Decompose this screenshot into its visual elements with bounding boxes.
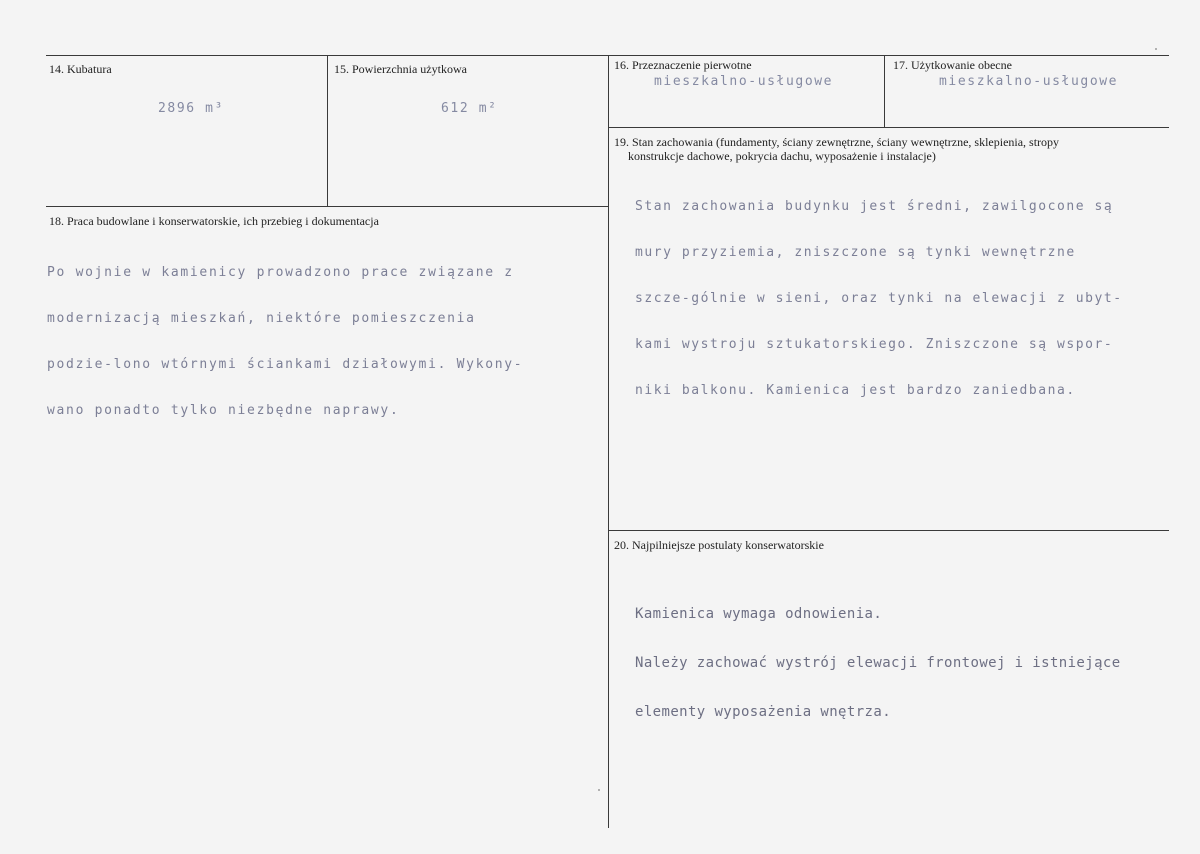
rule-below-16-17	[608, 127, 1169, 128]
field-18-text	[47, 235, 523, 449]
field-18-line: Po wojnie w kamienicy prowadzono prace związane z	[47, 265, 514, 280]
divider-14-15	[327, 55, 328, 207]
field-16-value: mieszkalno-usługowe	[654, 74, 834, 89]
field-14-label: 14. Kubatura	[49, 62, 112, 76]
field-15-label: 15. Powierzchnia użytkowa	[334, 62, 467, 76]
field-19-label-line2: konstrukcje dachowe, pokrycia dachu, wyposażenie i instalacje)	[628, 149, 936, 163]
field-16-label: 16. Przeznaczenie pierwotne	[614, 58, 752, 72]
field-19-line: niki balkonu. Kamienica jest bardzo zaniedbana.	[635, 383, 1076, 398]
field-18-line: podzie-lono wtórnymi ściankami działowymi. Wykony-	[47, 357, 524, 372]
scan-speck	[1155, 48, 1157, 50]
field-19-line: szcze-gólnie w sieni, oraz tynki na elewacji z ubyt-	[635, 291, 1123, 306]
field-19-line: mury przyziemia, zniszczone są tynki wewnętrzne	[635, 245, 1076, 260]
field-20-line: Należy zachować wystrój elewacji frontowej i istniejące	[635, 655, 1121, 671]
field-20-text	[635, 574, 1121, 753]
scan-speck	[598, 789, 600, 791]
field-20-line: elementy wyposażenia wnętrza.	[635, 704, 892, 720]
field-19-text	[635, 169, 1123, 429]
center-vertical-divider	[608, 55, 609, 828]
rule-above-20	[608, 530, 1169, 531]
field-15-value: 612 m²	[441, 101, 498, 116]
field-18-line: modernizacją mieszkań, niektóre pomieszczenia	[47, 311, 476, 326]
divider-16-17	[884, 55, 885, 128]
field-18-line: wano ponadto tylko niezbędne naprawy.	[47, 403, 400, 418]
field-20-line: Kamienica wymaga odnowienia.	[635, 606, 883, 622]
rule-below-14-15	[46, 206, 608, 207]
field-18-label: 18. Praca budowlane i konserwatorskie, ich przebieg i dokumentacja	[49, 214, 379, 228]
field-20-label: 20. Najpilniejsze postulaty konserwatorskie	[614, 538, 824, 552]
field-19-line: kami wystroju sztukatorskiego. Zniszczone są wspor-	[635, 337, 1114, 352]
field-17-value: mieszkalno-usługowe	[939, 74, 1119, 89]
field-17-label: 17. Użytkowanie obecne	[893, 58, 1012, 72]
field-19-line: Stan zachowania budynku jest średni, zawilgocone są	[635, 199, 1114, 214]
field-19-label-line1: 19. Stan zachowania (fundamenty, ściany zewnętrzne, ściany wewnętrzne, sklepienia, stropy	[614, 135, 1060, 149]
field-14-value: 2896 m³	[158, 101, 224, 116]
